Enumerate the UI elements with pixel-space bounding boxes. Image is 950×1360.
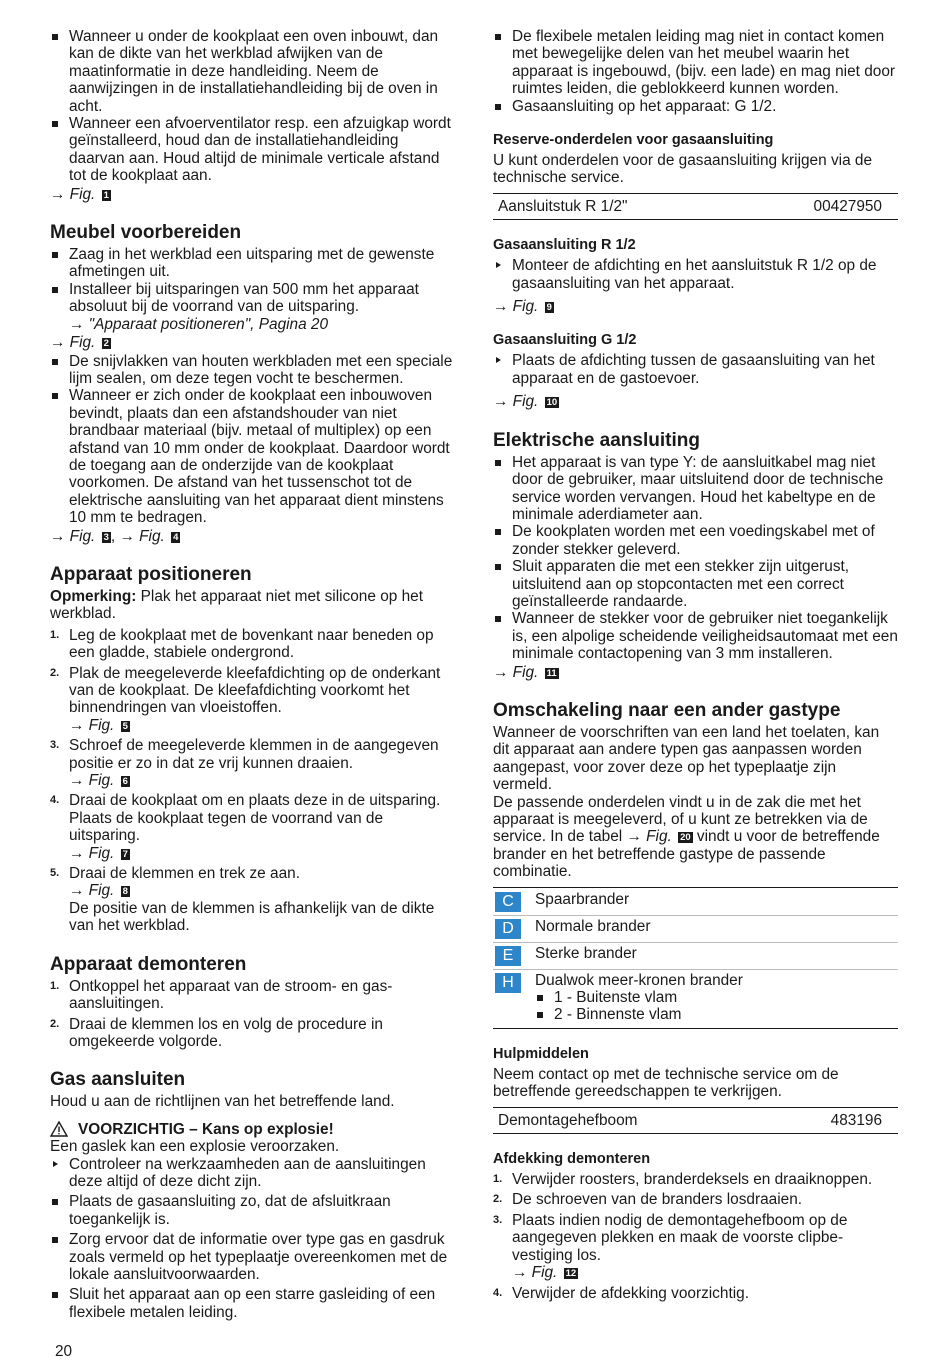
demonteren-steps bbox=[50, 978, 455, 1051]
warning-text: Een gaslek kan een explosie veroorzaken. bbox=[50, 1138, 340, 1156]
omschakeling-para-1: Wanneer de voorschriften van een land het toelaten, kan dit apparaat aan andere typen gas aanpassen worden aangepast, voor zover deze op het typeplaatje zijn vermeld. bbox=[493, 723, 880, 794]
afdekking-steps bbox=[493, 1171, 898, 1302]
meubel-list bbox=[50, 246, 455, 333]
figure-badge: 10 bbox=[546, 397, 558, 409]
list-item: De flexibele metalen leiding mag niet in contact komen met bewegelijke delen van het meubel waarin het apparaat is ingebouwd, (bijv. een lade) en mag niet door ruimtes leiden, die geblokkeerd kunnen worden. bbox=[493, 28, 898, 98]
section-title-demonteren: Apparaat demonteren bbox=[50, 953, 247, 975]
figure-badge: 1 bbox=[103, 189, 109, 201]
figure-badge: 6 bbox=[122, 776, 128, 788]
table-row bbox=[493, 970, 898, 1027]
gas-intro: Houd u aan de richtlijnen van het betreffende land. bbox=[50, 1093, 395, 1111]
elektrisch-list bbox=[493, 454, 898, 663]
list-item: Sluit het apparaat aan op een starre gasleiding of een flexibele metalen leiding. bbox=[50, 1286, 455, 1321]
list-item: Wanneer u onder de kookplaat een oven inbouwt, dan kan de dikte van het werkblad afwijken van de maatinformatie in deze handleiding. Neem de aanwijzingen in de installatiehandleiding bij de oven in acht. bbox=[50, 28, 455, 115]
table-row bbox=[493, 194, 898, 219]
intro-list bbox=[50, 28, 455, 185]
burner-letter: H bbox=[495, 973, 521, 993]
figure-reference: → Fig. 9 bbox=[493, 298, 552, 316]
figure-badge: 11 bbox=[546, 667, 557, 679]
note: Opmerking: Plak het apparaat niet met silicone op het werkblad. bbox=[50, 587, 423, 623]
figure-badge: 4 bbox=[173, 531, 179, 543]
top-list bbox=[493, 28, 898, 115]
section-title-elektrisch: Elektrische aansluiting bbox=[493, 429, 700, 451]
omschakeling-para-2: De passende onderdelen vindt u in de zak die met het apparaat is meegeleverd, of u kunt ze betrekken via de service. In de tabel → Fig. 20 vindt u voor de betreffende brander en het betreffende gastype de passende combinatie. bbox=[493, 793, 880, 881]
reserve-text: U kunt onderdelen voor de gasaansluiting krijgen via de technische service. bbox=[493, 152, 873, 187]
list-item: Gasaansluiting op het apparaat: G 1/2. bbox=[493, 98, 898, 115]
figure-badge: 8 bbox=[122, 886, 128, 898]
step-item: 3. Schroef de meegeleverde klemmen in de aangegeven positie er zo in dat ze vrij kunnen draaien. → Fig. 6 bbox=[50, 737, 439, 790]
part-number: 00427950 bbox=[813, 197, 882, 215]
list-item: Zorg ervoor dat de informatie over type gas en gasdruk zoals vermeld op het typeplaatje overeenkomen met de lokale aansluitvoorwaarden. bbox=[50, 1231, 455, 1283]
list-item: Het apparaat is van type Y: de aansluitkabel mag niet door de gebruiker, maar uitsluitend door de technische service worden vervangen. Houd het kabeltype en de minimale aderdiameter aan. bbox=[493, 454, 898, 524]
list-item: 2 - Binnenste vlam bbox=[535, 1006, 743, 1023]
section-title-reserve: Reserve-onderdelen voor gasaansluiting bbox=[493, 132, 774, 149]
burner-letter: C bbox=[495, 892, 521, 912]
parts-table bbox=[493, 193, 898, 220]
step-item: 1. Ontkoppel het apparaat van de stroom- en gasaansluitingen. bbox=[50, 977, 393, 1013]
tool-number: 483196 bbox=[830, 1111, 882, 1129]
figure-badge: 7 bbox=[122, 848, 128, 860]
step-item: 1. Leg de kookplaat met de bovenkant naar beneden op een gladde, stabiele ondergrond. bbox=[50, 626, 434, 662]
list-item: Zaag in het werkblad een uitsparing met de gewenste afmetingen uit. bbox=[50, 246, 455, 281]
burner-label: Normale brander bbox=[535, 917, 651, 935]
figure-badge: 20 bbox=[680, 832, 691, 844]
r12-steps bbox=[493, 257, 898, 292]
cross-reference: → "Apparaat positioneren", Pagina 20 bbox=[69, 315, 329, 333]
gas-check bbox=[50, 1156, 455, 1191]
burner-label: Spaarbrander bbox=[535, 890, 630, 908]
hulp-text: Neem contact op met de technische service om de betreffende gereedschappen te verkrijgen. bbox=[493, 1065, 839, 1101]
list-item: De kookplaten worden met een voedingskabel met of zonder stekker geleverd. bbox=[493, 523, 898, 558]
gas-list bbox=[50, 1193, 455, 1321]
list-item: De snijvlakken van houten werkbladen met een speciale lijm sealen, om deze tegen vocht te beschermen. bbox=[50, 353, 455, 388]
warning-triangle-icon bbox=[50, 1121, 68, 1137]
page-number: 20 bbox=[55, 1343, 73, 1360]
list-item: 1 - Buitenste vlam bbox=[535, 989, 743, 1006]
list-item: Installeer bij uitsparingen van 500 mm het apparaat absoluut bij de voorrand van de uitsparing. → "Apparaat positioneren", Pagina 20 bbox=[50, 281, 455, 333]
warning-heading: VOORZICHTIG – Kans op explosie! bbox=[50, 1121, 455, 1138]
figure-badge: 5 bbox=[122, 720, 128, 732]
section-title-gas: Gas aansluiten bbox=[50, 1069, 186, 1091]
tools-table bbox=[493, 1107, 898, 1134]
burner-table bbox=[493, 887, 898, 1029]
table-row bbox=[493, 889, 898, 916]
step-item: 2. De schroeven van de branders losdraaien. bbox=[493, 1191, 803, 1209]
burner-label: Sterke brander bbox=[535, 944, 637, 962]
meubel-list-2 bbox=[50, 353, 455, 527]
table-row bbox=[493, 916, 898, 943]
section-title-positioneren: Apparaat positioneren bbox=[50, 563, 252, 585]
figure-reference: → Fig. 11 bbox=[493, 663, 557, 681]
burner-letter: E bbox=[495, 946, 521, 966]
positioneren-steps bbox=[50, 627, 455, 935]
list-item: Sluit apparaten die met een stekker zijn uitgerust, uitsluitend aan op stopcontacten met een correct geïnstalleerde randaarde. bbox=[493, 558, 898, 610]
table-row bbox=[493, 943, 898, 970]
step-item: 4. Draai de kookplaat om en plaats deze in de uitsparing. Plaats de kookplaat tegen de voorrand van de uitsparing. → Fig. 7 bbox=[50, 792, 441, 862]
burner-letter: D bbox=[495, 919, 521, 939]
step-item: 1. Verwijder roosters, branderdeksels en draaiknoppen. bbox=[493, 1171, 873, 1189]
list-item: Wanneer er zich onder de kookplaat een inbouwoven bevindt, plaats dan een afstandshouder van niet brandbaar materiaal (bijv. metaal of multiplex) op een afstand van 10 mm onder de kookplaat. Daardoor wordt de toegang aan de onderzijde van de kookplaat voorkomen. De afstand van het tussenschot tot de elektrische aansluiting van het apparaat dient minstens 10 mm te bedragen. bbox=[50, 387, 455, 526]
section-title-hulp: Hulpmiddelen bbox=[493, 1045, 589, 1062]
figure-reference: → Fig. 10 bbox=[493, 393, 558, 411]
step-item: 3. Plaats indien nodig de demontagehefboom op de aangegeven plekken en maak de voorste clipbevestiging los. → Fig. 12 bbox=[493, 1211, 848, 1282]
section-title-g12: Gasaansluiting G 1/2 bbox=[493, 332, 637, 349]
figure-badge: 2 bbox=[103, 338, 109, 350]
list-item: Wanneer de stekker voor de gebruiker niet toegankelijk is, een alpolige scheidende veiligheidsautomaat met een minimale contactopening van 3 mm installeren. bbox=[493, 610, 898, 662]
step-item: 4. Verwijder de afdekking voorzichtig. bbox=[493, 1284, 749, 1302]
list-item: Monteer de afdichting en het aansluitstuk R 1/2 op de gasaansluiting van het apparaat. bbox=[493, 257, 898, 292]
list-item: Plaats de gasaansluiting zo, dat de afsluitkraan toegankelijk is. bbox=[50, 1193, 455, 1228]
step-item: 2. Plak de meegeleverde kleefafdichting op de onderkant van de kookplaat. De kleefafdichting voorkomt het binnendringen van vloeistoffen. → Fig. 5 bbox=[50, 664, 441, 734]
left-column bbox=[50, 28, 455, 1321]
list-item: Controleer na werkzaamheden aan de aansluitingen deze altijd of deze dicht zijn. bbox=[50, 1156, 455, 1191]
step-item: 2. Draai de klemmen los en volg de procedure in omgekeerde volgorde. bbox=[50, 1015, 383, 1050]
figure-reference: → Fig. 2 bbox=[50, 334, 109, 352]
g12-steps bbox=[493, 352, 898, 387]
list-item: Wanneer een afvoerventilator resp. een afzuigkap wordt geïnstalleerd, houd dan de installatiehandleiding daarvan aan. Houd altijd de minimale verticale afstand tot de kookplaat aan. bbox=[50, 115, 455, 185]
figure-reference: → Fig. 1 bbox=[50, 185, 109, 203]
figure-reference: → Fig. 3 , → Fig. 4 bbox=[50, 527, 179, 545]
figure-badge: 12 bbox=[565, 1268, 577, 1280]
section-title-afdekking: Afdekking demonteren bbox=[493, 1151, 651, 1168]
burner-sub-list bbox=[535, 989, 743, 1024]
section-title-omschakeling: Omschakeling naar een ander gastype bbox=[493, 699, 841, 721]
tool-name: Demontagehefboom bbox=[498, 1111, 638, 1129]
section-title-meubel: Meubel voorbereiden bbox=[50, 222, 242, 244]
section-title-r12: Gasaansluiting R 1/2 bbox=[493, 237, 636, 254]
figure-badge: 3 bbox=[103, 531, 109, 543]
burner-label: Dualwok meer-kronen brander bbox=[535, 971, 743, 989]
figure-badge: 9 bbox=[546, 302, 552, 314]
part-name: Aansluitstuk R 1/2" bbox=[498, 197, 628, 215]
right-column bbox=[493, 28, 898, 1302]
list-item: Plaats de afdichting tussen de gasaansluiting van het apparaat en de gastoevoer. bbox=[493, 352, 898, 387]
step-item: 5. Draai de klemmen en trek ze aan. → Fig. 8 De positie van de klemmen is afhankelijk van de dikte van het werkblad. bbox=[50, 865, 435, 935]
table-row bbox=[493, 1108, 898, 1133]
